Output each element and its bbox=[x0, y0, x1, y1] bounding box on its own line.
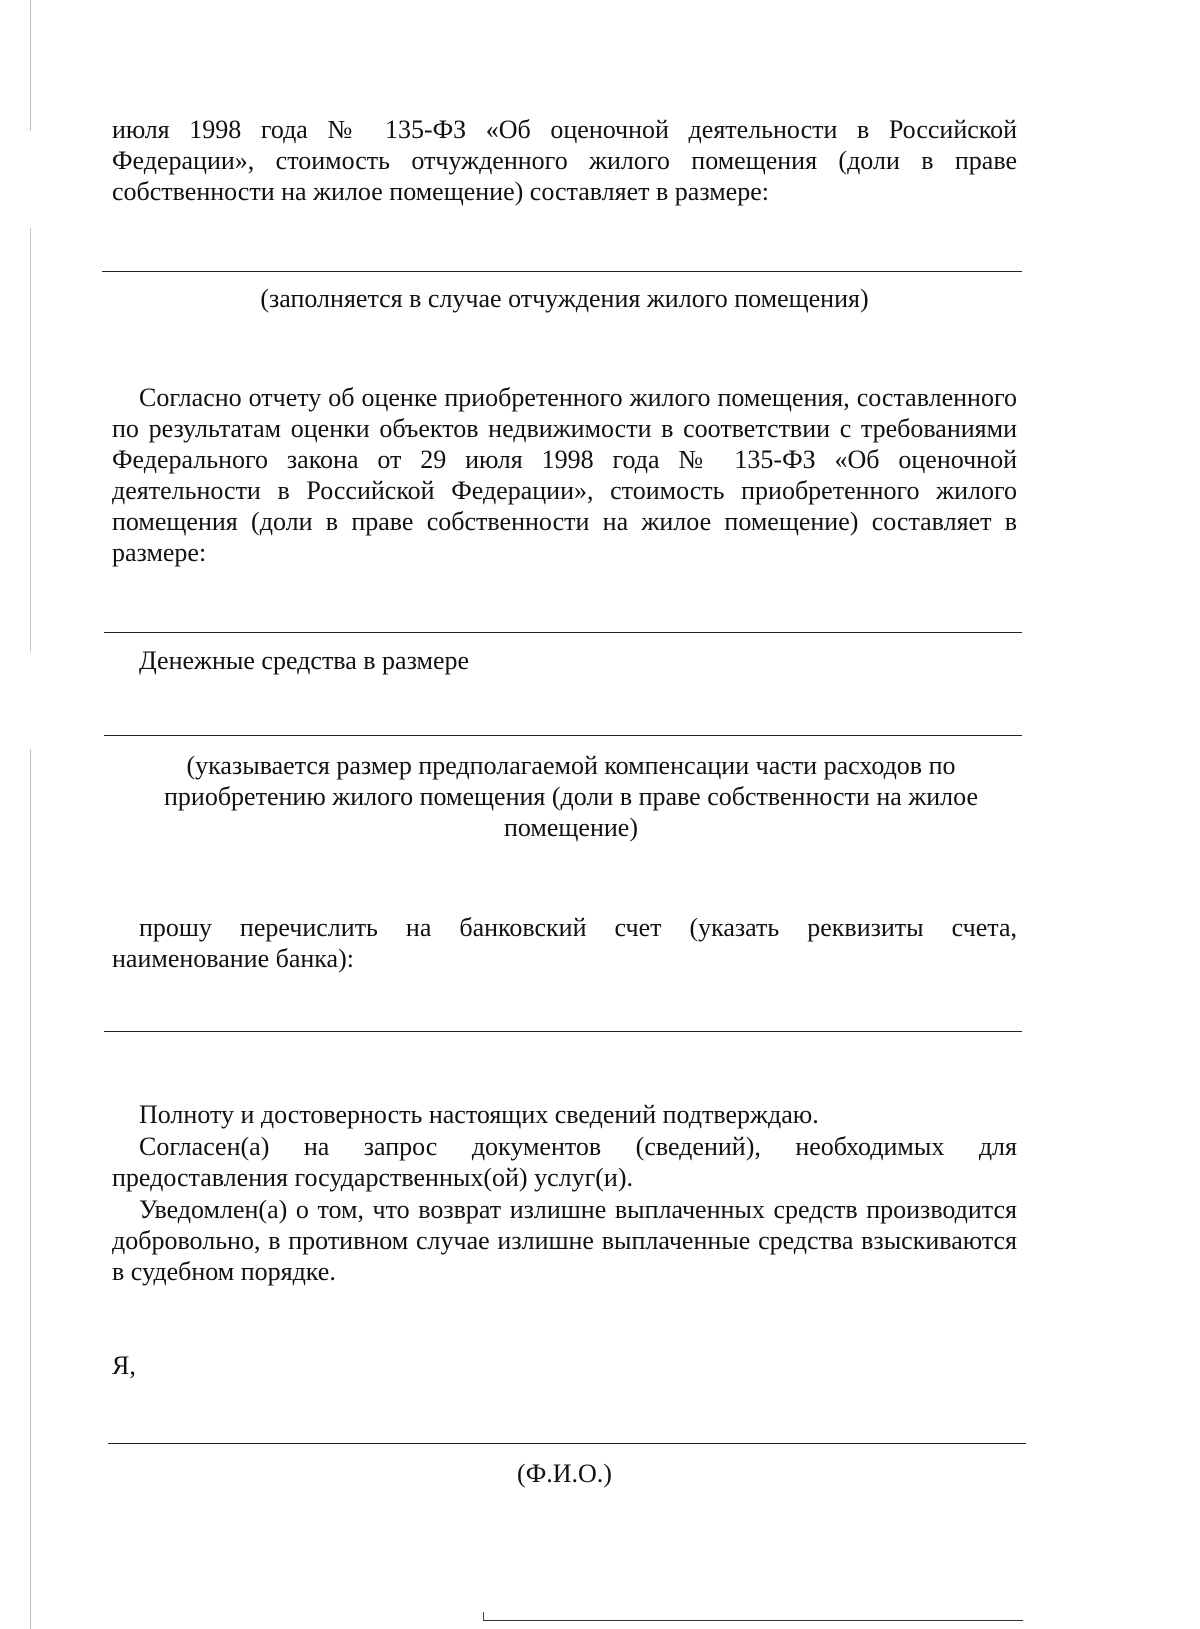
fio-label: (Ф.И.О.) bbox=[517, 1459, 612, 1488]
fill-line-money-amount bbox=[104, 735, 1022, 736]
note-compensation-amount: (указывается размер предполагаемой компенсации части расходов по приобретению жилого помещения (доли в праве собственности на жилое помещение) bbox=[164, 751, 978, 842]
confirm-notice: Уведомлен(а) о том, что возврат излишне выплаченных средств производится добровольно, в противном случае излишне выплаченные средства взыскиваются в судебном порядке. bbox=[112, 1195, 1017, 1286]
money-amount-label: Денежные средства в размере bbox=[139, 646, 470, 675]
paragraph-bank-request: прошу перечислить на банковский счет (указать реквизиты счета, наименование банка): bbox=[112, 913, 1017, 973]
confirm-accuracy: Полноту и достоверность настоящих сведений подтверждаю. bbox=[139, 1100, 819, 1129]
scan-edge bbox=[30, 0, 31, 1629]
fill-line-sold-value bbox=[102, 271, 1022, 272]
paragraph-sold-value: июля 1998 года № 135-ФЗ «Об оценочной деятельности в Российской Федерации», стоимость отчужденного жилого помещения (доли в праве собственности на жилое помещение) составляет в размере: bbox=[112, 115, 1017, 206]
fill-line-purchased-value bbox=[104, 632, 1022, 633]
fill-line-bank-details bbox=[104, 1031, 1022, 1032]
bottom-scan-line bbox=[483, 1620, 1023, 1621]
confirm-consent: Согласен(а) на запрос документов (сведений), необходимых для предоставления государственных(ой) услуг(и). bbox=[112, 1132, 1017, 1192]
note-sold-premises: (заполняется в случае отчуждения жилого помещения) bbox=[260, 284, 869, 313]
fill-line-fio bbox=[108, 1443, 1026, 1444]
ya-label: Я, bbox=[112, 1351, 136, 1380]
paragraph-purchased-value: Согласно отчету об оценке приобретенного жилого помещения, составленного по результатам оценки объектов недвижимости в соответствии с требованиями Федерального закона от 29 июля 1998 года № 135-ФЗ «Об оценочной деятельности в Российской Федерации», стоимость приобретенного жилого помещения (доли в праве собственности на жилое помещение) составляет в размере: bbox=[112, 383, 1017, 567]
